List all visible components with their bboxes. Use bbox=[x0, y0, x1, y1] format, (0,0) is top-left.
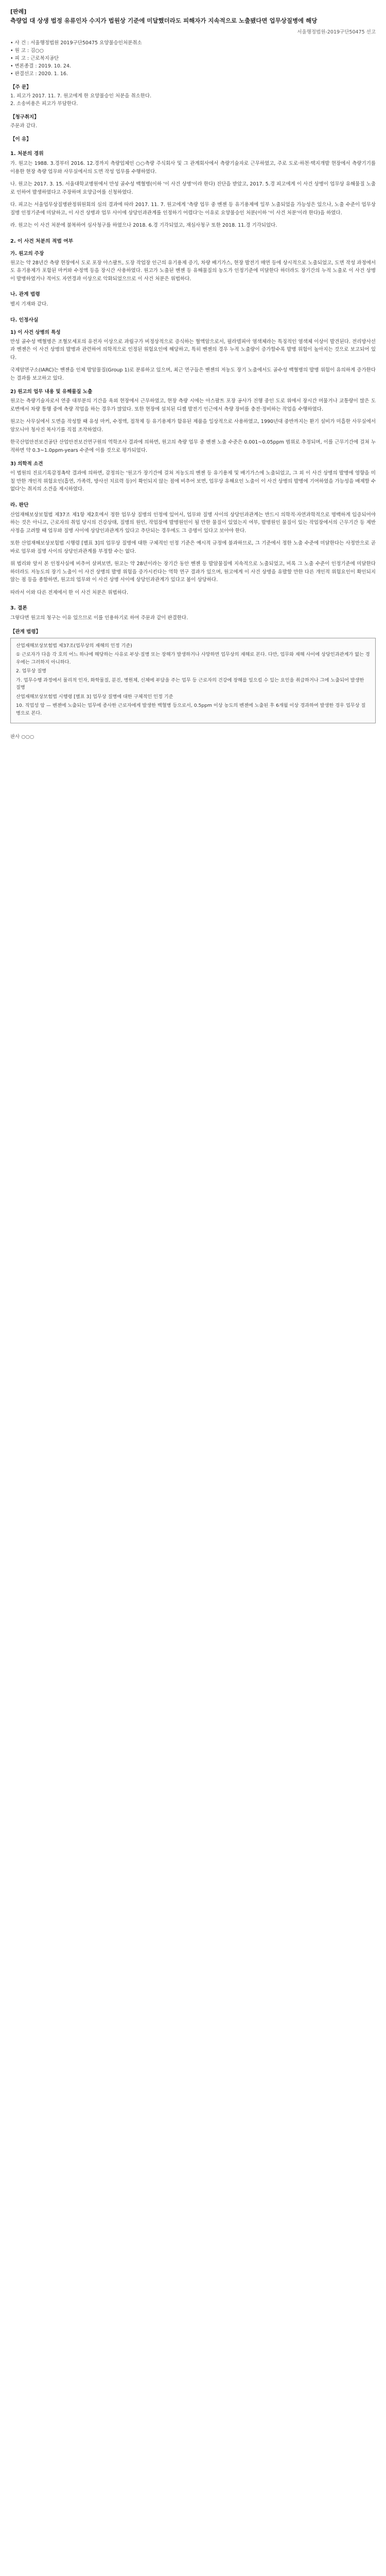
section-heading: 라. 판단 bbox=[10, 502, 29, 508]
body-paragraph: 산업재해보상보험법 제37조 제1항 제2호에서 정한 업무상 질병의 인정에 있어서, 업무와 질병 사이의 상당인과관계는 반드시 의학적·자연과학적으로 명백하게 입증되어야 하는 것은 아니고, 근로자의 취업 당시의 건강상태, 질병의 원인, 작업장에 발병원인이 될 만한 물질이 있었는지 여부, 발병원인 물질이 있는 작업장에서의 근무기간 등 제반 사정을 고려할 때 업무와 질병 사이에 상당인과관계가 있다고 추단되는 경우에도 그 증명이 있다고 보아야 한다. bbox=[10, 512, 376, 534]
body-paragraph: 또한 산업재해보상보험법 시행령 [별표 3]의 업무상 질병에 대한 구체적인 인정 기준은 예시적 규정에 불과하므로, 그 기준에서 정한 노출 수준에 미달한다는 사정만으로 곧바로 업무와 질병 사이의 상당인과관계를 부정할 수는 없다. bbox=[10, 540, 376, 554]
order-line: 1. 피고가 2017. 11. 7. 원고에게 한 요양불승인 처분을 취소한다. bbox=[10, 93, 152, 99]
statute-line: 가. 업무수행 과정에서 물리적 인자, 화학물질, 분진, 병원체, 신체에 부담을 주는 업무 등 근로자의 건강에 장해를 일으킬 수 있는 요인을 취급하거나 그에 노출되어 발생한 질병 bbox=[16, 677, 364, 690]
section-heading: 2. 이 사건 처분의 적법 여부 bbox=[10, 238, 74, 244]
judgment-document bbox=[0, 0, 386, 745]
document-tag: [판례] bbox=[10, 8, 27, 15]
statute-line: 10. 직업성 암 — 벤젠에 노출되는 업무에 종사한 근로자에게 발생한 백혈병 등으로서, 0.5ppm 이상 농도의 벤젠에 노출된 후 6개월 이상 경과하여 발생한 경우 업무상 질병으로 본다. bbox=[16, 703, 366, 716]
claim-label: 【청구취지】 bbox=[10, 114, 39, 120]
body-paragraph: 한국산업안전보건공단 산업안전보건연구원의 역학조사 결과에 의하면, 원고의 측량 업무 중 벤젠 노출 수준은 0.001~0.05ppm 범위로 추정되며, 이를 근무기간에 걸쳐 누적하면 약 0.3~1.0ppm-years 수준에 이를 것으로 평가되었다. bbox=[10, 439, 376, 453]
body-paragraph: 원고는 사무실에서 도면을 작성할 때 유성 마커, 수정액, 접착제 등 유기용제가 함유된 제품을 일상적으로 사용하였고, 1990년대 중반까지는 환기 설비가 미흡한 사무실에서 암모니아 청사진 복사기를 직접 조작하였다. bbox=[10, 419, 376, 433]
meta-line: • 피 고 : 근로복지공단 bbox=[10, 56, 59, 61]
statute-box bbox=[10, 638, 376, 724]
case-meta bbox=[10, 39, 376, 78]
claim-text: 주문과 같다. bbox=[10, 123, 37, 129]
judge-signature: 판사 ○○○ bbox=[10, 734, 34, 740]
reason-sections bbox=[10, 149, 376, 622]
body-paragraph: 따라서 이와 다른 전제에서 한 이 사건 처분은 위법하다. bbox=[10, 589, 129, 596]
section-heading: 3. 결론 bbox=[10, 605, 27, 611]
body-paragraph: 원고는 측량기술자로서 연중 대부분의 기간을 옥외 현장에서 근무하였고, 현장 측량 시에는 아스팔트 포장 공사가 진행 중인 도로 위에서 장시간 머물거나 교통량이 많은 도로변에서 차량 통행 중에 측량 작업을 하는 경우가 많았다. 또한 현장에 설치된 디젤 발전기 인근에서 측량 장비를 충전·정비하는 작업을 수행하였다. bbox=[10, 398, 376, 412]
statute-line: 산업재해보상보험법 제37조(업무상의 재해의 인정 기준) bbox=[16, 642, 132, 649]
section-subheading: 3) 의학적 소견 bbox=[10, 461, 43, 467]
meta-line: • 원 고 : 김○○ bbox=[10, 48, 44, 54]
section-subheading: 가. 원고의 주장 bbox=[10, 250, 44, 257]
statute-line: ① 근로자가 다음 각 호의 어느 하나에 해당하는 사유로 부상·질병 또는 장해가 발생하거나 사망하면 업무상의 재해로 본다. 다만, 업무와 재해 사이에 상당인과관계가 없는 경우에는 그러하지 아니하다. bbox=[16, 652, 370, 665]
meta-line: • 사 건 : 서울행정법원 2019구단50475 요양불승인처분취소 bbox=[10, 40, 142, 46]
body-paragraph: 국제암연구소(IARC)는 벤젠을 인체 발암물질(Group 1)로 분류하고 있으며, 최근 연구들은 벤젠의 저농도 장기 노출에서도 골수성 백혈병의 발병 위험이 유의하게 증가한다는 결과를 보고하고 있다. bbox=[10, 367, 376, 381]
case-reference: 서울행정법원-2019구단50475 선고 bbox=[297, 29, 376, 35]
order-block bbox=[10, 92, 376, 108]
body-paragraph: 원고는 약 28년간 측량 현장에서 도로 포장 아스팔트, 도장 작업장 인근의 유기용제 증기, 차량 배기가스, 현장 발전기 매연 등에 상시적으로 노출되었고, 도면 작성 과정에서도 유기용제가 포함된 마커와 수정액 등을 장시간 사용하였다. 원고가 노출된 벤젠 등 유해물질의 농도가 인정기준에 미달한다 하더라도 장기간의 누적 노출로 이 사건 상병이 발병하였거나 적어도 자연경과 이상으로 악화되었으므로 이 사건 처분은 위법하다. bbox=[10, 260, 376, 282]
reason-label: 【이 유】 bbox=[10, 137, 31, 142]
body-paragraph: 나. 원고는 2017. 3. 15. 서울대학교병원에서 만성 골수성 백혈병(이하 '이 사건 상병'이라 한다) 진단을 받았고, 2017. 5.경 피고에게 이 사건 상병이 업무상 유해물질 노출로 인하여 발생하였다고 주장하며 요양급여를 신청하였다. bbox=[10, 181, 376, 195]
body-paragraph: 이 법원의 진료기록감정촉탁 결과에 의하면, 감정의는 '원고가 장기간에 걸쳐 저농도의 벤젠 등 유기용제 및 배기가스에 노출되었고, 그 외 이 사건 상병의 발병에 영향을 미칠 만한 개인적 위험요인(흡연, 가족력, 방사선 치료력 등)이 확인되지 않는 점에 비추어 보면, 업무상 유해요인 노출이 이 사건 상병의 발병에 기여하였을 가능성을 배제할 수 없다'는 취지의 소견을 제시하였다. bbox=[10, 470, 376, 492]
order-line: 2. 소송비용은 피고가 부담한다. bbox=[10, 101, 78, 107]
section-heading: 1. 처분의 경위 bbox=[10, 151, 44, 157]
body-paragraph: 위 법리와 앞서 본 인정사실에 비추어 살펴보면, 원고는 약 28년이라는 장기간 동안 벤젠 등 발암물질에 지속적으로 노출되었고, 비록 그 노출 수준이 인정기준에 미달한다 하더라도 저농도의 장기 노출이 이 사건 상병의 발병 위험을 증가시킨다는 역학 연구 결과가 있으며, 원고에게 이 사건 상병을 유발할 만한 다른 개인적 위험요인이 확인되지 않는 점 등을 종합하면, 원고의 업무와 이 사건 상병 사이에 상당인과관계가 있다고 봄이 상당하다. bbox=[10, 561, 376, 583]
section-heading: 다. 인정사실 bbox=[10, 317, 39, 323]
statute-label: 【관계 법령】 bbox=[10, 629, 41, 635]
section-subheading: 1) 이 사건 상병의 특성 bbox=[10, 329, 61, 335]
order-label: 【주 문】 bbox=[10, 84, 31, 90]
body-paragraph: 다. 피고는 서울업무상질병판정위원회의 심의 결과에 따라 2017. 11. 7. 원고에게 '측량 업무 중 벤젠 등 유기용제에 일부 노출되었을 가능성은 있으나, 노출 수준이 업무상질병 인정기준에 미달하고, 이 사건 상병과 업무 사이에 상당인과관계를 인정하기 어렵다'는 이유로 요양불승인 처분(이하 '이 사건 처분'이라 한다)을 하였다. bbox=[10, 202, 376, 216]
statute-line: 산업재해보상보험법 시행령 [별표 3] 업무상 질병에 대한 구체적인 인정 기준 bbox=[16, 693, 173, 700]
meta-line: • 판결선고 : 2020. 1. 16. bbox=[10, 71, 68, 77]
section-subheading: 2) 원고의 업무 내용 및 유해물질 노출 bbox=[10, 389, 93, 395]
body-paragraph: 별지 기재와 같다. bbox=[10, 301, 48, 307]
document-title: 측량업 대 상생 법정 유류인자 수지가 법원상 기준에 미달했더라도 피해자가 지속적으로 노출됐다면 업무상질병에 해당 bbox=[10, 17, 318, 24]
body-paragraph: 라. 원고는 이 사건 처분에 불복하여 심사청구를 하였으나 2018. 6.경 기각되었고, 재심사청구 또한 2018. 11.경 기각되었다. bbox=[10, 223, 277, 228]
section-heading: 나. 관계 법령 bbox=[10, 292, 40, 297]
body-paragraph: 만성 골수성 백혈병은 조혈모세포의 유전자 이상으로 과립구가 비정상적으로 증식하는 혈액암으로서, 필라델피아 염색체라는 특징적인 염색체 이상이 발견된다. 전리방사선과 벤젠은 이 사건 상병의 발병과 관련하여 의학적으로 인정된 위험요인에 해당하고, 특히 벤젠의 경우 누적 노출량이 증가할수록 발병 위험이 높아지는 것으로 보고되어 있다. bbox=[10, 338, 376, 361]
body-paragraph: 가. 원고는 1988. 3.경부터 2016. 12.경까지 측량업체인 ○○측량 주식회사 및 그 관계회사에서 측량기술자로 근무하였고, 주로 도로·하천·택지개발 현장에서 측량기기를 이용한 현장 측량 업무와 사무실에서의 도면 작성 업무를 수행하였다. bbox=[10, 161, 376, 175]
body-paragraph: 그렇다면 원고의 청구는 이유 있으므로 이를 인용하기로 하여 주문과 같이 판결한다. bbox=[10, 615, 188, 621]
statute-line: 2. 업무상 질병 bbox=[16, 668, 46, 674]
meta-line: • 변론종결 : 2019. 10. 24. bbox=[10, 63, 72, 69]
